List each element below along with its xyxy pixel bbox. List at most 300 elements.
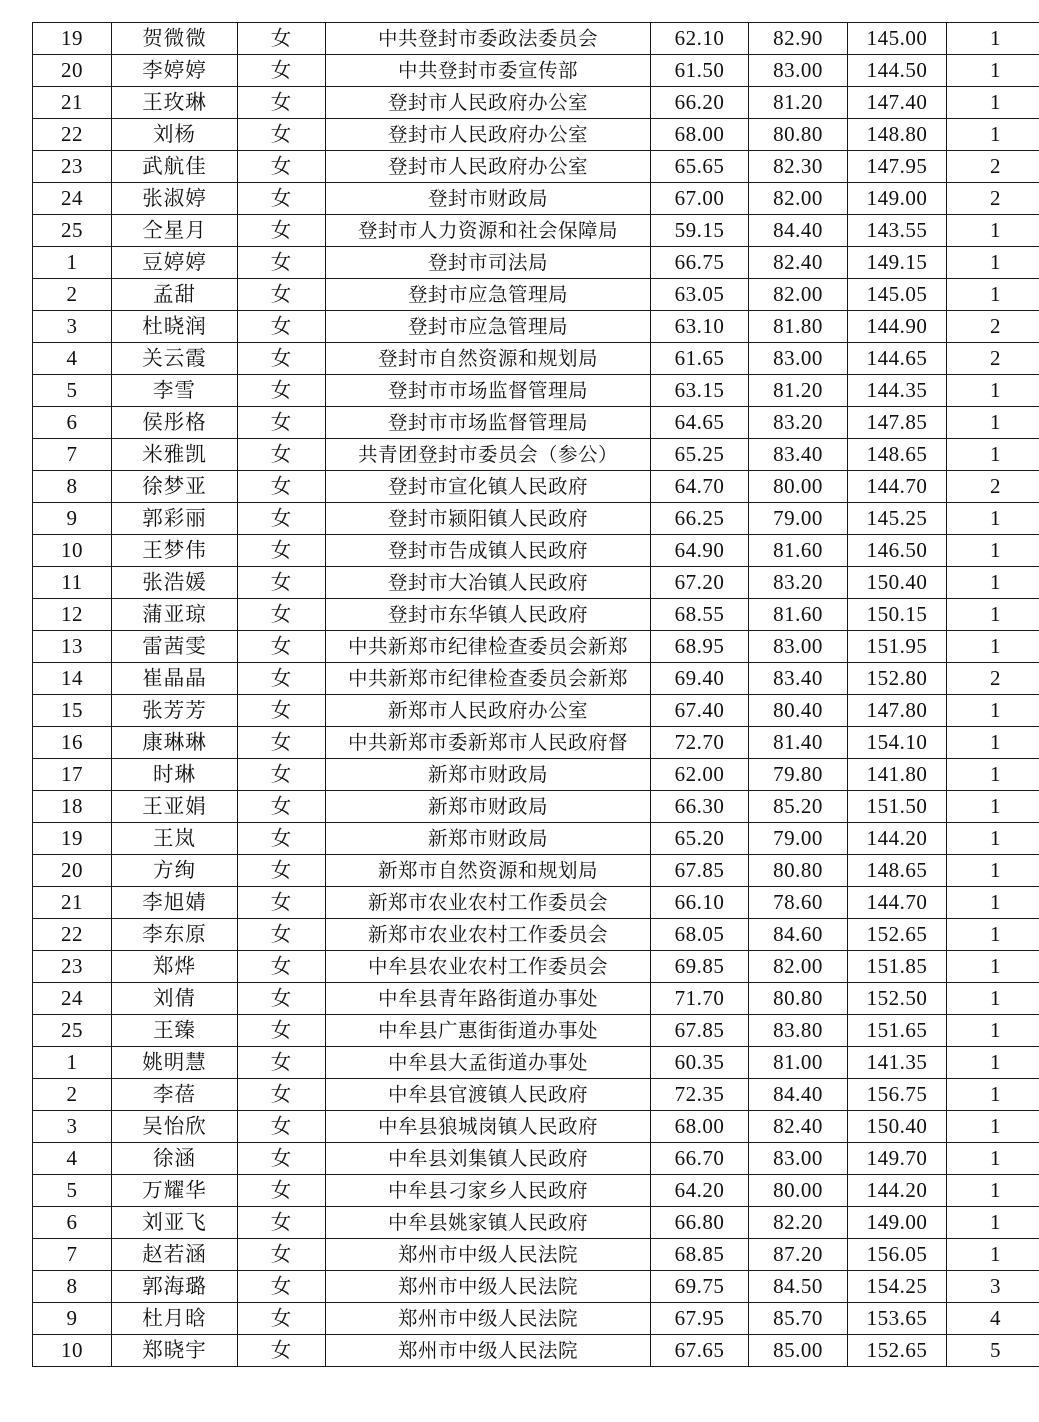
- gender-cell: 女: [238, 951, 326, 983]
- name-cell: 康琳琳: [112, 727, 238, 759]
- table-row: [33, 503, 1039, 535]
- interview-score-cell: 82.40: [749, 1111, 848, 1143]
- total-score-cell: 144.20: [848, 823, 947, 855]
- total-score-cell: 151.50: [848, 791, 947, 823]
- seq-cell: 18: [33, 791, 112, 823]
- written-score-cell: 64.70: [651, 471, 749, 503]
- table-row: [33, 247, 1039, 279]
- total-score-cell: 148.65: [848, 439, 947, 471]
- name-cell: 杜晓润: [112, 311, 238, 343]
- table-row: [33, 983, 1039, 1015]
- table-row: [33, 1239, 1039, 1271]
- interview-score-cell: 80.80: [749, 983, 848, 1015]
- written-score-cell: 68.95: [651, 631, 749, 663]
- written-score-cell: 62.00: [651, 759, 749, 791]
- rank-cell: 1: [947, 1207, 1039, 1239]
- interview-score-cell: 84.60: [749, 919, 848, 951]
- interview-score-cell: 81.40: [749, 727, 848, 759]
- unit-cell: 新郑市农业农村工作委员会: [326, 919, 651, 951]
- total-score-cell: 144.50: [848, 55, 947, 87]
- unit-cell: 登封市人民政府办公室: [326, 151, 651, 183]
- gender-cell: 女: [238, 1047, 326, 1079]
- written-score-cell: 66.25: [651, 503, 749, 535]
- written-score-cell: 67.85: [651, 1015, 749, 1047]
- seq-cell: 13: [33, 631, 112, 663]
- seq-cell: 20: [33, 855, 112, 887]
- interview-score-cell: 83.00: [749, 55, 848, 87]
- seq-cell: 8: [33, 471, 112, 503]
- written-score-cell: 69.75: [651, 1271, 749, 1303]
- written-score-cell: 67.95: [651, 1303, 749, 1335]
- total-score-cell: 144.90: [848, 311, 947, 343]
- name-cell: 李婷婷: [112, 55, 238, 87]
- interview-score-cell: 82.90: [749, 23, 848, 55]
- gender-cell: 女: [238, 823, 326, 855]
- written-score-cell: 66.80: [651, 1207, 749, 1239]
- unit-cell: 新郑市人民政府办公室: [326, 695, 651, 727]
- total-score-cell: 147.40: [848, 87, 947, 119]
- gender-cell: 女: [238, 119, 326, 151]
- gender-cell: 女: [238, 631, 326, 663]
- gender-cell: 女: [238, 1303, 326, 1335]
- interview-score-cell: 83.00: [749, 1143, 848, 1175]
- seq-cell: 22: [33, 119, 112, 151]
- gender-cell: 女: [238, 87, 326, 119]
- unit-cell: 中共登封市委宣传部: [326, 55, 651, 87]
- name-cell: 李旭婧: [112, 887, 238, 919]
- unit-cell: 中牟县刁家乡人民政府: [326, 1175, 651, 1207]
- unit-cell: 中牟县青年路街道办事处: [326, 983, 651, 1015]
- gender-cell: 女: [238, 311, 326, 343]
- unit-cell: 新郑市财政局: [326, 791, 651, 823]
- total-score-cell: 150.40: [848, 1111, 947, 1143]
- total-score-cell: 149.70: [848, 1143, 947, 1175]
- table-row: [33, 23, 1039, 55]
- seq-cell: 8: [33, 1271, 112, 1303]
- unit-cell: 新郑市农业农村工作委员会: [326, 887, 651, 919]
- seq-cell: 19: [33, 23, 112, 55]
- total-score-cell: 153.65: [848, 1303, 947, 1335]
- total-score-cell: 144.35: [848, 375, 947, 407]
- interview-score-cell: 85.20: [749, 791, 848, 823]
- total-score-cell: 141.35: [848, 1047, 947, 1079]
- interview-score-cell: 82.00: [749, 279, 848, 311]
- seq-cell: 4: [33, 343, 112, 375]
- table-row: [33, 439, 1039, 471]
- name-cell: 吴怡欣: [112, 1111, 238, 1143]
- name-cell: 李东原: [112, 919, 238, 951]
- gender-cell: 女: [238, 599, 326, 631]
- rank-cell: 1: [947, 55, 1039, 87]
- seq-cell: 12: [33, 599, 112, 631]
- interview-score-cell: 79.00: [749, 503, 848, 535]
- rank-cell: 1: [947, 535, 1039, 567]
- table-row: [33, 535, 1039, 567]
- total-score-cell: 152.50: [848, 983, 947, 1015]
- table-row: [33, 1271, 1039, 1303]
- total-score-cell: 143.55: [848, 215, 947, 247]
- rank-cell: 2: [947, 343, 1039, 375]
- name-cell: 王梦伟: [112, 535, 238, 567]
- rank-cell: 1: [947, 439, 1039, 471]
- table-row: [33, 631, 1039, 663]
- rank-cell: 1: [947, 791, 1039, 823]
- written-score-cell: 63.15: [651, 375, 749, 407]
- rank-cell: 1: [947, 983, 1039, 1015]
- written-score-cell: 66.10: [651, 887, 749, 919]
- roster-sheet: [32, 22, 1039, 1367]
- interview-score-cell: 83.40: [749, 663, 848, 695]
- gender-cell: 女: [238, 919, 326, 951]
- total-score-cell: 144.70: [848, 887, 947, 919]
- rank-cell: 1: [947, 1111, 1039, 1143]
- seq-cell: 17: [33, 759, 112, 791]
- written-score-cell: 64.65: [651, 407, 749, 439]
- unit-cell: 登封市人民政府办公室: [326, 87, 651, 119]
- interview-score-cell: 83.20: [749, 567, 848, 599]
- name-cell: 雷茜雯: [112, 631, 238, 663]
- rank-cell: 2: [947, 151, 1039, 183]
- seq-cell: 24: [33, 183, 112, 215]
- name-cell: 方绚: [112, 855, 238, 887]
- interview-score-cell: 79.80: [749, 759, 848, 791]
- interview-score-cell: 80.40: [749, 695, 848, 727]
- written-score-cell: 59.15: [651, 215, 749, 247]
- table-row: [33, 119, 1039, 151]
- rank-cell: 1: [947, 823, 1039, 855]
- unit-cell: 登封市自然资源和规划局: [326, 343, 651, 375]
- total-score-cell: 148.65: [848, 855, 947, 887]
- gender-cell: 女: [238, 375, 326, 407]
- name-cell: 侯彤格: [112, 407, 238, 439]
- unit-cell: 登封市大冶镇人民政府: [326, 567, 651, 599]
- rank-cell: 1: [947, 1239, 1039, 1271]
- rank-cell: 1: [947, 87, 1039, 119]
- total-score-cell: 144.70: [848, 471, 947, 503]
- seq-cell: 10: [33, 535, 112, 567]
- written-score-cell: 72.70: [651, 727, 749, 759]
- rank-cell: 1: [947, 1015, 1039, 1047]
- seq-cell: 7: [33, 439, 112, 471]
- seq-cell: 5: [33, 1175, 112, 1207]
- table-row: [33, 727, 1039, 759]
- interview-score-cell: 82.20: [749, 1207, 848, 1239]
- interview-score-cell: 82.00: [749, 951, 848, 983]
- table-row: [33, 183, 1039, 215]
- table-row: [33, 343, 1039, 375]
- gender-cell: 女: [238, 1143, 326, 1175]
- written-score-cell: 66.30: [651, 791, 749, 823]
- name-cell: 米雅凯: [112, 439, 238, 471]
- table-body: [33, 23, 1039, 1367]
- written-score-cell: 65.25: [651, 439, 749, 471]
- table-row: [33, 215, 1039, 247]
- interview-score-cell: 87.20: [749, 1239, 848, 1271]
- name-cell: 张芳芳: [112, 695, 238, 727]
- rank-cell: 4: [947, 1303, 1039, 1335]
- unit-cell: 登封市告成镇人民政府: [326, 535, 651, 567]
- interview-score-cell: 78.60: [749, 887, 848, 919]
- rank-cell: 1: [947, 695, 1039, 727]
- unit-cell: 登封市应急管理局: [326, 279, 651, 311]
- rank-cell: 1: [947, 407, 1039, 439]
- name-cell: 赵若涵: [112, 1239, 238, 1271]
- name-cell: 张淑婷: [112, 183, 238, 215]
- total-score-cell: 145.25: [848, 503, 947, 535]
- total-score-cell: 152.65: [848, 919, 947, 951]
- written-score-cell: 66.70: [651, 1143, 749, 1175]
- gender-cell: 女: [238, 1239, 326, 1271]
- name-cell: 王臻: [112, 1015, 238, 1047]
- name-cell: 姚明慧: [112, 1047, 238, 1079]
- unit-cell: 中牟县广惠街街道办事处: [326, 1015, 651, 1047]
- name-cell: 关云霞: [112, 343, 238, 375]
- written-score-cell: 63.05: [651, 279, 749, 311]
- total-score-cell: 144.20: [848, 1175, 947, 1207]
- table-row: [33, 1175, 1039, 1207]
- rank-cell: 1: [947, 855, 1039, 887]
- seq-cell: 24: [33, 983, 112, 1015]
- seq-cell: 21: [33, 87, 112, 119]
- table-row: [33, 887, 1039, 919]
- gender-cell: 女: [238, 759, 326, 791]
- gender-cell: 女: [238, 1335, 326, 1367]
- gender-cell: 女: [238, 663, 326, 695]
- rank-cell: 3: [947, 1271, 1039, 1303]
- unit-cell: 新郑市财政局: [326, 759, 651, 791]
- rank-cell: 1: [947, 759, 1039, 791]
- table-row: [33, 1079, 1039, 1111]
- rank-cell: 1: [947, 919, 1039, 951]
- total-score-cell: 149.00: [848, 1207, 947, 1239]
- seq-cell: 10: [33, 1335, 112, 1367]
- interview-score-cell: 82.40: [749, 247, 848, 279]
- rank-cell: 1: [947, 23, 1039, 55]
- unit-cell: 登封市人力资源和社会保障局: [326, 215, 651, 247]
- table-row: [33, 151, 1039, 183]
- written-score-cell: 68.00: [651, 1111, 749, 1143]
- written-score-cell: 68.85: [651, 1239, 749, 1271]
- name-cell: 李雪: [112, 375, 238, 407]
- unit-cell: 中共新郑市纪律检查委员会新郑: [326, 663, 651, 695]
- total-score-cell: 144.65: [848, 343, 947, 375]
- unit-cell: 中共新郑市委新郑市人民政府督: [326, 727, 651, 759]
- unit-cell: 登封市颍阳镇人民政府: [326, 503, 651, 535]
- table-row: [33, 1015, 1039, 1047]
- written-score-cell: 67.65: [651, 1335, 749, 1367]
- interview-score-cell: 82.30: [749, 151, 848, 183]
- interview-score-cell: 84.40: [749, 215, 848, 247]
- rank-cell: 1: [947, 247, 1039, 279]
- unit-cell: 郑州市中级人民法院: [326, 1239, 651, 1271]
- name-cell: 郑晓宇: [112, 1335, 238, 1367]
- rank-cell: 1: [947, 1047, 1039, 1079]
- rank-cell: 1: [947, 279, 1039, 311]
- candidate-table: [32, 22, 1039, 1367]
- written-score-cell: 61.50: [651, 55, 749, 87]
- seq-cell: 6: [33, 407, 112, 439]
- table-row: [33, 1111, 1039, 1143]
- written-score-cell: 67.85: [651, 855, 749, 887]
- written-score-cell: 66.20: [651, 87, 749, 119]
- table-row: [33, 823, 1039, 855]
- gender-cell: 女: [238, 471, 326, 503]
- name-cell: 郭海璐: [112, 1271, 238, 1303]
- gender-cell: 女: [238, 887, 326, 919]
- unit-cell: 登封市财政局: [326, 183, 651, 215]
- interview-score-cell: 82.00: [749, 183, 848, 215]
- table-row: [33, 279, 1039, 311]
- written-score-cell: 63.10: [651, 311, 749, 343]
- gender-cell: 女: [238, 1207, 326, 1239]
- unit-cell: 中牟县农业农村工作委员会: [326, 951, 651, 983]
- gender-cell: 女: [238, 1015, 326, 1047]
- gender-cell: 女: [238, 183, 326, 215]
- seq-cell: 15: [33, 695, 112, 727]
- gender-cell: 女: [238, 55, 326, 87]
- total-score-cell: 149.00: [848, 183, 947, 215]
- name-cell: 仝星月: [112, 215, 238, 247]
- seq-cell: 2: [33, 1079, 112, 1111]
- rank-cell: 1: [947, 503, 1039, 535]
- table-row: [33, 471, 1039, 503]
- rank-cell: 2: [947, 663, 1039, 695]
- name-cell: 徐涵: [112, 1143, 238, 1175]
- total-score-cell: 151.95: [848, 631, 947, 663]
- interview-score-cell: 85.70: [749, 1303, 848, 1335]
- total-score-cell: 156.75: [848, 1079, 947, 1111]
- name-cell: 刘倩: [112, 983, 238, 1015]
- name-cell: 孟甜: [112, 279, 238, 311]
- unit-cell: 郑州市中级人民法院: [326, 1271, 651, 1303]
- rank-cell: 1: [947, 215, 1039, 247]
- unit-cell: 中牟县狼城岗镇人民政府: [326, 1111, 651, 1143]
- name-cell: 王岚: [112, 823, 238, 855]
- unit-cell: 郑州市中级人民法院: [326, 1335, 651, 1367]
- unit-cell: 中牟县大孟街道办事处: [326, 1047, 651, 1079]
- name-cell: 郑烨: [112, 951, 238, 983]
- name-cell: 张浩媛: [112, 567, 238, 599]
- name-cell: 郭彩丽: [112, 503, 238, 535]
- total-score-cell: 146.50: [848, 535, 947, 567]
- seq-cell: 1: [33, 1047, 112, 1079]
- interview-score-cell: 84.40: [749, 1079, 848, 1111]
- written-score-cell: 68.05: [651, 919, 749, 951]
- total-score-cell: 154.25: [848, 1271, 947, 1303]
- table-row: [33, 311, 1039, 343]
- interview-score-cell: 81.20: [749, 87, 848, 119]
- gender-cell: 女: [238, 695, 326, 727]
- gender-cell: 女: [238, 279, 326, 311]
- written-score-cell: 66.75: [651, 247, 749, 279]
- unit-cell: 中牟县刘集镇人民政府: [326, 1143, 651, 1175]
- gender-cell: 女: [238, 503, 326, 535]
- seq-cell: 22: [33, 919, 112, 951]
- gender-cell: 女: [238, 1271, 326, 1303]
- total-score-cell: 149.15: [848, 247, 947, 279]
- name-cell: 贺微微: [112, 23, 238, 55]
- rank-cell: 2: [947, 183, 1039, 215]
- gender-cell: 女: [238, 247, 326, 279]
- interview-score-cell: 81.60: [749, 535, 848, 567]
- written-score-cell: 61.65: [651, 343, 749, 375]
- table-row: [33, 791, 1039, 823]
- written-score-cell: 67.20: [651, 567, 749, 599]
- interview-score-cell: 83.00: [749, 631, 848, 663]
- name-cell: 崔晶晶: [112, 663, 238, 695]
- table-row: [33, 375, 1039, 407]
- written-score-cell: 68.00: [651, 119, 749, 151]
- interview-score-cell: 81.60: [749, 599, 848, 631]
- table-row: [33, 663, 1039, 695]
- table-row: [33, 1335, 1039, 1367]
- name-cell: 武航佳: [112, 151, 238, 183]
- name-cell: 王亚娟: [112, 791, 238, 823]
- seq-cell: 25: [33, 1015, 112, 1047]
- table-row: [33, 1303, 1039, 1335]
- interview-score-cell: 84.50: [749, 1271, 848, 1303]
- unit-cell: 登封市市场监督管理局: [326, 375, 651, 407]
- interview-score-cell: 80.80: [749, 855, 848, 887]
- unit-cell: 登封市市场监督管理局: [326, 407, 651, 439]
- seq-cell: 11: [33, 567, 112, 599]
- gender-cell: 女: [238, 215, 326, 247]
- written-score-cell: 64.20: [651, 1175, 749, 1207]
- table-row: [33, 599, 1039, 631]
- seq-cell: 16: [33, 727, 112, 759]
- interview-score-cell: 81.80: [749, 311, 848, 343]
- name-cell: 李蓓: [112, 1079, 238, 1111]
- seq-cell: 23: [33, 951, 112, 983]
- interview-score-cell: 81.20: [749, 375, 848, 407]
- unit-cell: 中牟县姚家镇人民政府: [326, 1207, 651, 1239]
- table-row: [33, 855, 1039, 887]
- seq-cell: 4: [33, 1143, 112, 1175]
- seq-cell: 9: [33, 503, 112, 535]
- gender-cell: 女: [238, 1175, 326, 1207]
- seq-cell: 25: [33, 215, 112, 247]
- total-score-cell: 156.05: [848, 1239, 947, 1271]
- interview-score-cell: 85.00: [749, 1335, 848, 1367]
- unit-cell: 共青团登封市委员会（参公）: [326, 439, 651, 471]
- gender-cell: 女: [238, 727, 326, 759]
- table-row: [33, 55, 1039, 87]
- table-row: [33, 567, 1039, 599]
- gender-cell: 女: [238, 791, 326, 823]
- written-score-cell: 62.10: [651, 23, 749, 55]
- seq-cell: 7: [33, 1239, 112, 1271]
- rank-cell: 1: [947, 887, 1039, 919]
- gender-cell: 女: [238, 407, 326, 439]
- interview-score-cell: 81.00: [749, 1047, 848, 1079]
- unit-cell: 新郑市财政局: [326, 823, 651, 855]
- seq-cell: 9: [33, 1303, 112, 1335]
- gender-cell: 女: [238, 23, 326, 55]
- table-row: [33, 1143, 1039, 1175]
- interview-score-cell: 79.00: [749, 823, 848, 855]
- name-cell: 万耀华: [112, 1175, 238, 1207]
- rank-cell: 2: [947, 471, 1039, 503]
- rank-cell: 1: [947, 1079, 1039, 1111]
- total-score-cell: 152.80: [848, 663, 947, 695]
- gender-cell: 女: [238, 1079, 326, 1111]
- total-score-cell: 147.80: [848, 695, 947, 727]
- seq-cell: 2: [33, 279, 112, 311]
- total-score-cell: 151.85: [848, 951, 947, 983]
- total-score-cell: 147.85: [848, 407, 947, 439]
- total-score-cell: 150.15: [848, 599, 947, 631]
- rank-cell: 1: [947, 599, 1039, 631]
